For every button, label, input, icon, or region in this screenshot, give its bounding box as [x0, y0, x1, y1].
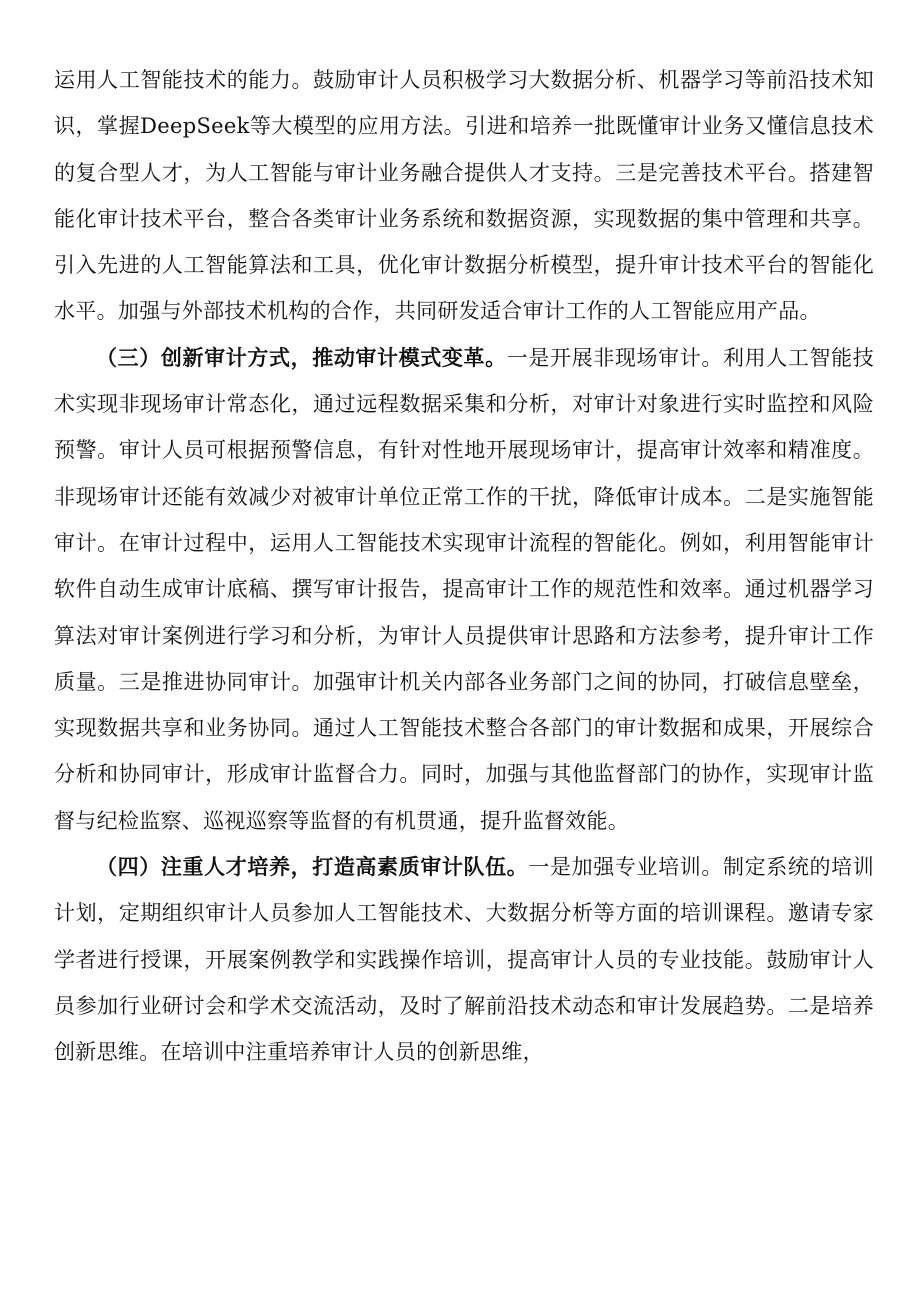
paragraph-section-four: [54, 844, 874, 1075]
document-body: [54, 57, 874, 1076]
section-heading: （三）创新审计方式，推动审计模式变革。: [96, 345, 507, 370]
section-heading: （四）注重人才培养，打造高素质审计队伍。: [96, 855, 529, 880]
paragraph-text: 运用人工智能技术的能力。鼓励审计人员积极学习大数据分析、机器学习等前沿技术知识，掌握DeepSeek等大模型的应用方法。引进和培养一批既懂审计业务又懂信息技术的复合型人才，为人工智能与审计业务融合提供人才支持。三是完善技术平台。搭建智能化审计技术平台，整合各类审计业务系统和数据资源，实现数据的集中管理和共享。引入先进的人工智能算法和工具，优化审计数据分析模型，提升审计技术平台的智能化水平。加强与外部技术机构的合作，共同研发适合审计工作的人工智能应用产品。: [54, 68, 874, 324]
paragraph-continuation: [54, 57, 874, 335]
paragraph-text: 一是开展非现场审计。利用人工智能技术实现非现场审计常态化，通过远程数据采集和分析，对审计对象进行实时监控和风险预警。审计人员可根据预警信息，有针对性地开展现场审计，提高审计效率和精准度。非现场审计还能有效减少对被审计单位正常工作的干扰，降低审计成本。二是实施智能审计。在审计过程中，运用人工智能技术实现审计流程的智能化。例如，利用智能审计软件自动生成审计底稿、撰写审计报告，提高审计工作的规范性和效率。通过机器学习算法对审计案例进行学习和分析，为审计人员提供审计思路和方法参考，提升审计工作质量。三是推进协同审计。加强审计机关内部各业务部门之间的协同，打破信息壁垒，实现数据共享和业务协同。通过人工智能技术整合各部门的审计数据和成果，开展综合分析和协同审计，形成审计监督合力。同时，加强与其他监督部门的协作，实现审计监督与纪检监察、巡视巡察等监督的有机贯通，提升监督效能。: [54, 345, 874, 833]
paragraph-text: 一是加强专业培训。制定系统的培训计划，定期组织审计人员参加人工智能技术、大数据分析等方面的培训课程。邀请专家学者进行授课，开展案例教学和实践操作培训，提高审计人员的专业技能。鼓励审计人员参加行业研讨会和学术交流活动，及时了解前沿技术动态和审计发展趋势。二是培养创新思维。在培训中注重培养审计人员的创新思维，: [54, 855, 874, 1065]
paragraph-section-three: [54, 335, 874, 844]
